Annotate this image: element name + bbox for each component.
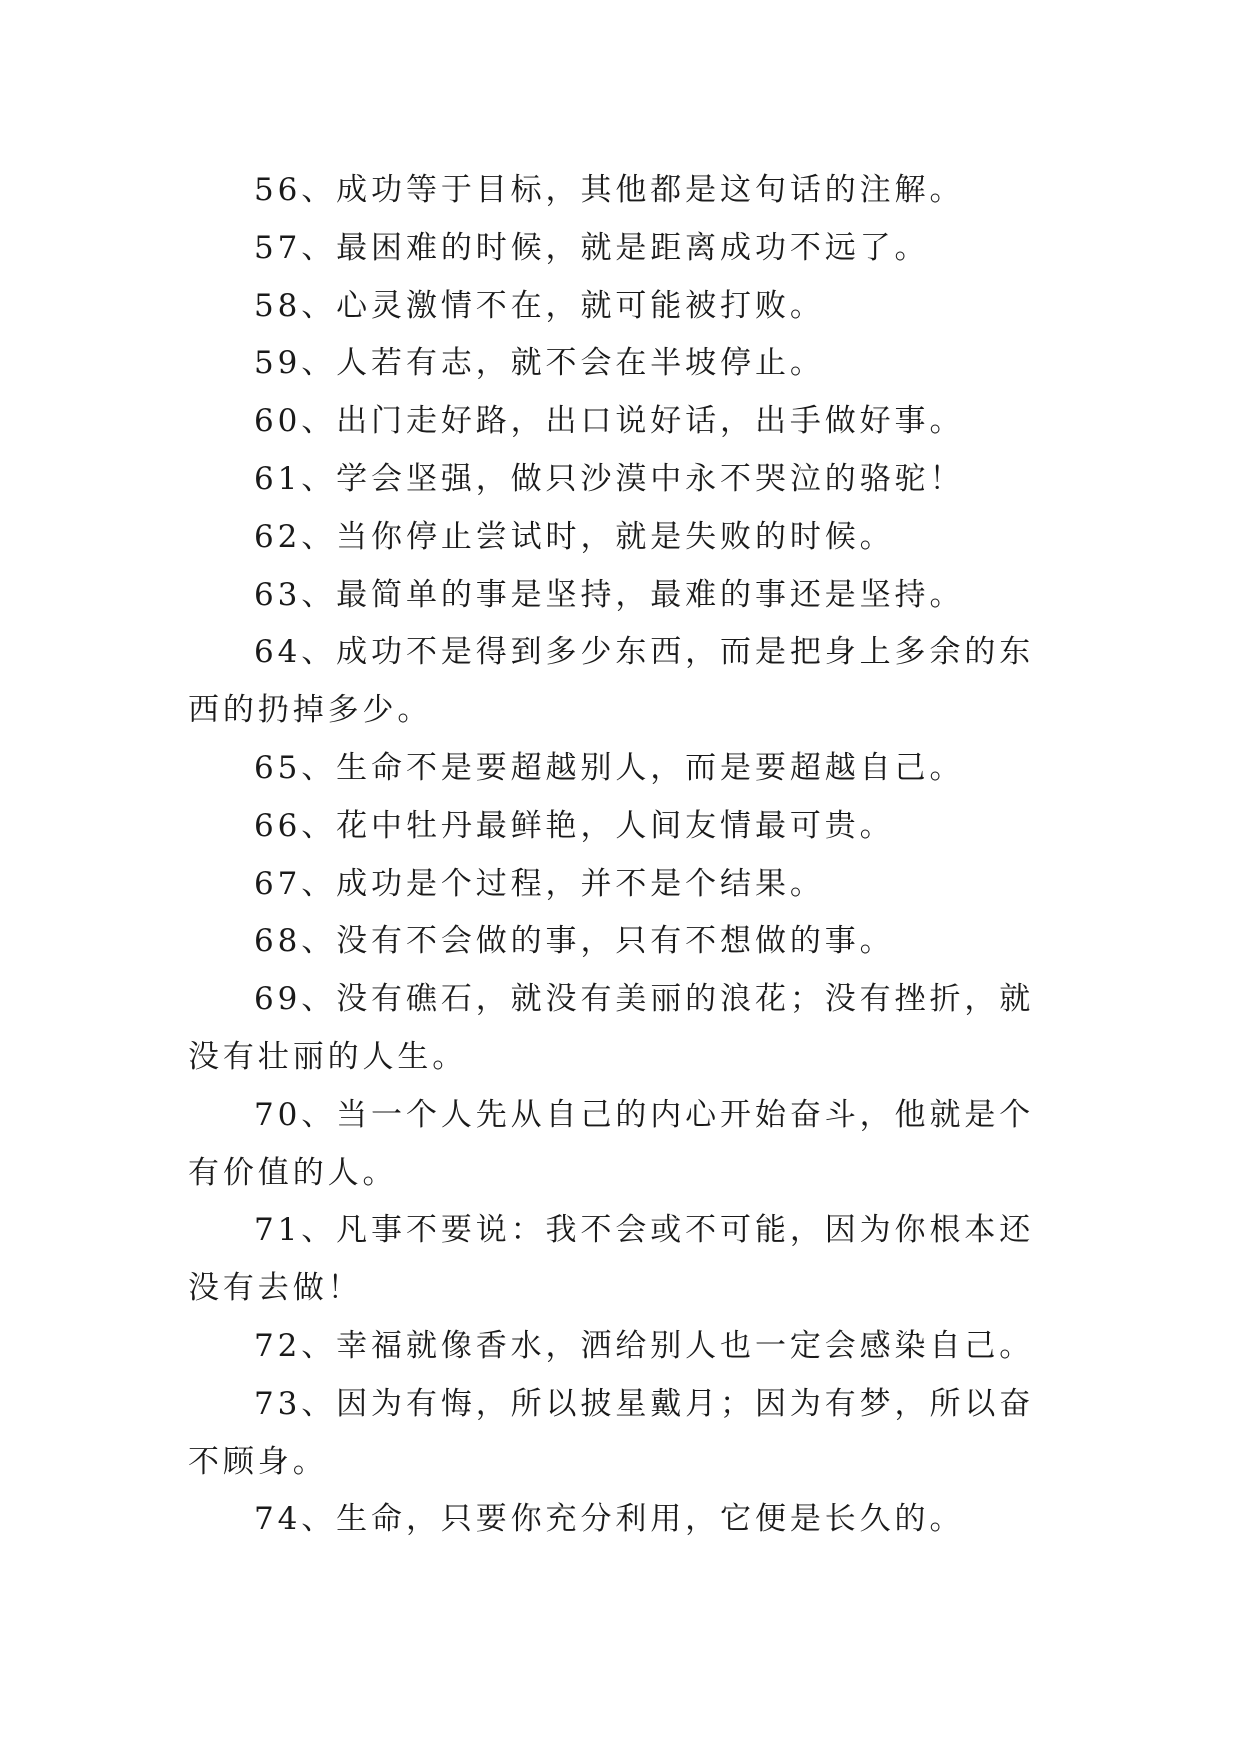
document-body <box>188 162 1058 1549</box>
quote-paragraph-64: 64、成功不是得到多少东西，而是把身上多余的东西的扔掉多少。 <box>188 634 1035 729</box>
quote-paragraph-73: 73、因为有悔，所以披星戴月；因为有梦，所以奋不顾身。 <box>188 1385 1035 1480</box>
quote-paragraph-59: 59、人若有志，就不会在半坡停止。 <box>254 345 825 382</box>
quote-paragraph-62: 62、当你停止尝试时，就是失败的时候。 <box>254 518 895 555</box>
quote-paragraph-71: 71、凡事不要说：我不会或不可能，因为你根本还没有去做！ <box>188 1212 1035 1307</box>
quote-paragraph-60: 60、出门走好路，出口说好话，出手做好事。 <box>254 403 965 440</box>
quote-paragraph-56: 56、成功等于目标，其他都是这句话的注解。 <box>254 172 965 208</box>
quote-paragraph-74: 74、生命，只要你充分利用，它便是长久的。 <box>254 1501 965 1538</box>
quote-paragraph-68: 68、没有不会做的事，只有不想做的事。 <box>254 923 895 960</box>
quote-paragraph-69: 69、没有礁石，就没有美丽的浪花；没有挫折，就没有壮丽的人生。 <box>188 981 1035 1075</box>
quote-paragraph-58: 58、心灵激情不在，就可能被打败。 <box>254 287 825 324</box>
quote-paragraph-65: 65、生命不是要超越别人，而是要超越自己。 <box>254 749 965 786</box>
quote-paragraph-72: 72、幸福就像香水，洒给别人也一定会感染自己。 <box>254 1327 1035 1364</box>
quote-paragraph-67: 67、成功是个过程，并不是个结果。 <box>254 865 825 902</box>
quote-paragraph-70: 70、当一个人先从自己的内心开始奋斗，他就是个有价值的人。 <box>188 1096 1035 1191</box>
quote-paragraph-66: 66、花中牡丹最鲜艳，人间友情最可贵。 <box>254 807 895 844</box>
quote-paragraph-57: 57、最困难的时候，就是距离成功不远了。 <box>254 229 930 266</box>
quote-paragraph-61: 61、学会坚强，做只沙漠中永不哭泣的骆驼！ <box>254 460 965 497</box>
quote-paragraph-63: 63、最简单的事是坚持，最难的事还是坚持。 <box>254 576 965 613</box>
